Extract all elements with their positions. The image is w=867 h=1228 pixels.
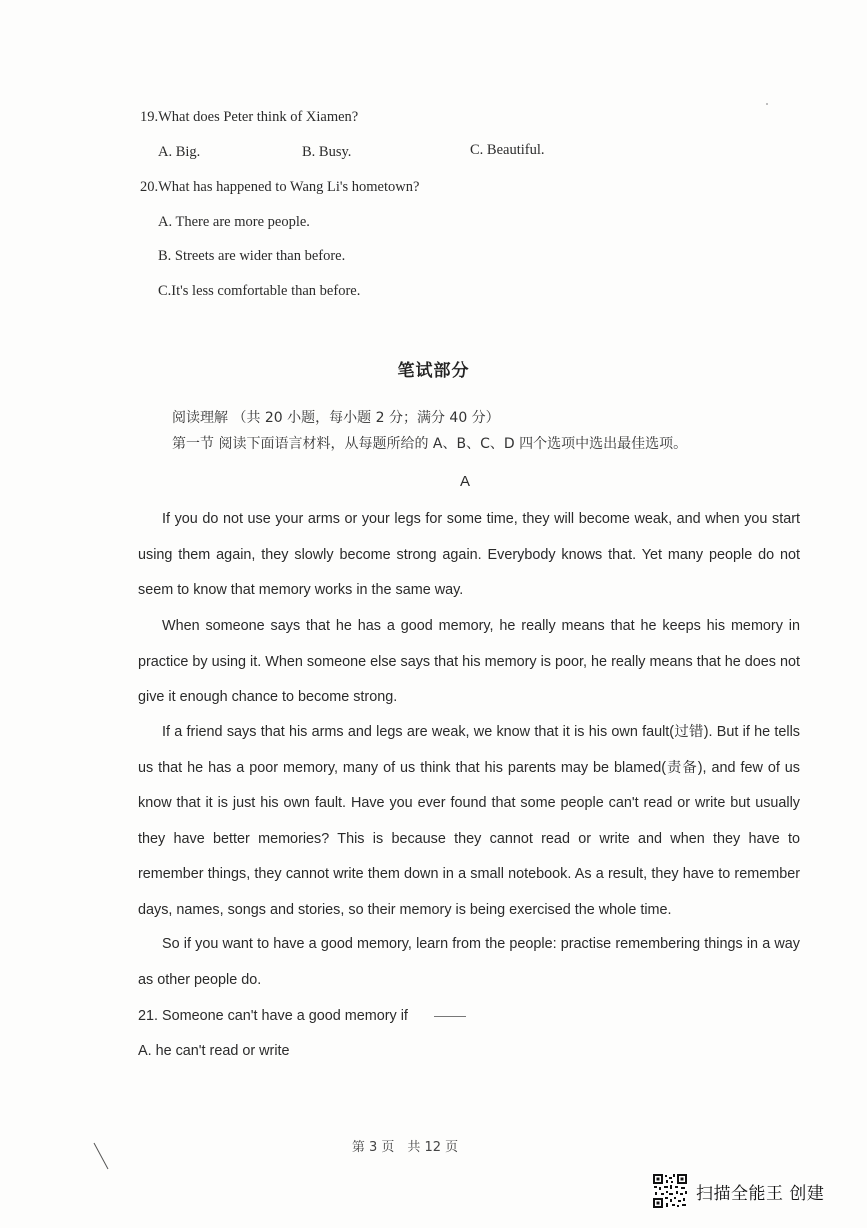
section-instruction: 第一节 阅读下面语言材料，从每题所给的 A、B、C、D 四个选项中选出最佳选项。 — [172, 436, 688, 452]
watermark-text: 扫描全能王 创建 — [696, 1183, 825, 1204]
paragraph-2-text: When someone says that he has a good memory, he really means that he keeps his memory in practice by using it. When someone else says that his memory is poor, he really means that he does not give it enough chance to become strong. — [138, 618, 800, 705]
section-title: 笔试部分 — [397, 361, 470, 381]
answer-blank — [434, 1016, 466, 1017]
speck — [766, 103, 768, 105]
qr-code-icon — [652, 1173, 688, 1209]
scanner-watermark — [652, 1172, 824, 1210]
question-21-stem-text: 21. Someone can't have a good memory if — [138, 1008, 408, 1024]
scan-mark — [92, 1141, 112, 1171]
passage-paragraph-1 — [138, 502, 800, 609]
passage-letter: A — [459, 473, 470, 490]
paragraph-3-text: If a friend says that his arms and legs are weak, we know that it is his own fault(过错). But if he tells us that he has a poor memory, many of us think that his parents may be blamed(责备), and few of us know that it is just his own fault. Have you ever found that some people can't read or write but usually they have better memories? This is because they cannot read or write and when they have to remember things, they cannot write them down in a small notebook. As a result, they have to remember days, names, songs and stories, so their memory is being exercised the whole time. — [138, 724, 800, 918]
question-19-option-a: A. Big. — [158, 144, 201, 160]
paragraph-1-text: If you do not use your arms or your legs for some time, they will become weak, and when you start using them again, they slowly become strong again. Everybody knows that. Yet many people do not seem to know that memory works in the same way. — [138, 511, 800, 598]
question-20-option-a: A. There are more people. — [158, 214, 310, 230]
passage-paragraph-4 — [138, 927, 800, 998]
question-21-stem — [138, 1007, 466, 1025]
question-19-option-b: B. Busy. — [302, 144, 352, 160]
question-20-stem: 20.What has happened to Wang Li's hometown? — [140, 179, 420, 195]
passage-paragraph-3 — [138, 715, 800, 928]
page-footer: 第 3 页 共 12 页 — [351, 1140, 459, 1155]
question-21-option-a: A. he can't read or write — [138, 1043, 290, 1059]
question-19-stem: 19.What does Peter think of Xiamen? — [140, 109, 359, 125]
question-20-option-b: B. Streets are wider than before. — [158, 248, 346, 264]
paragraph-4-text: So if you want to have a good memory, learn from the people: practise remembering things in a way as other people do. — [138, 936, 800, 988]
question-20-option-c: C.It's less comfortable than before. — [158, 283, 361, 299]
part-heading: 阅读理解 （共 20 小题，每小题 2 分；满分 40 分） — [172, 410, 500, 426]
question-19-option-c: C. Beautiful. — [470, 142, 545, 158]
passage-paragraph-2 — [138, 609, 800, 716]
